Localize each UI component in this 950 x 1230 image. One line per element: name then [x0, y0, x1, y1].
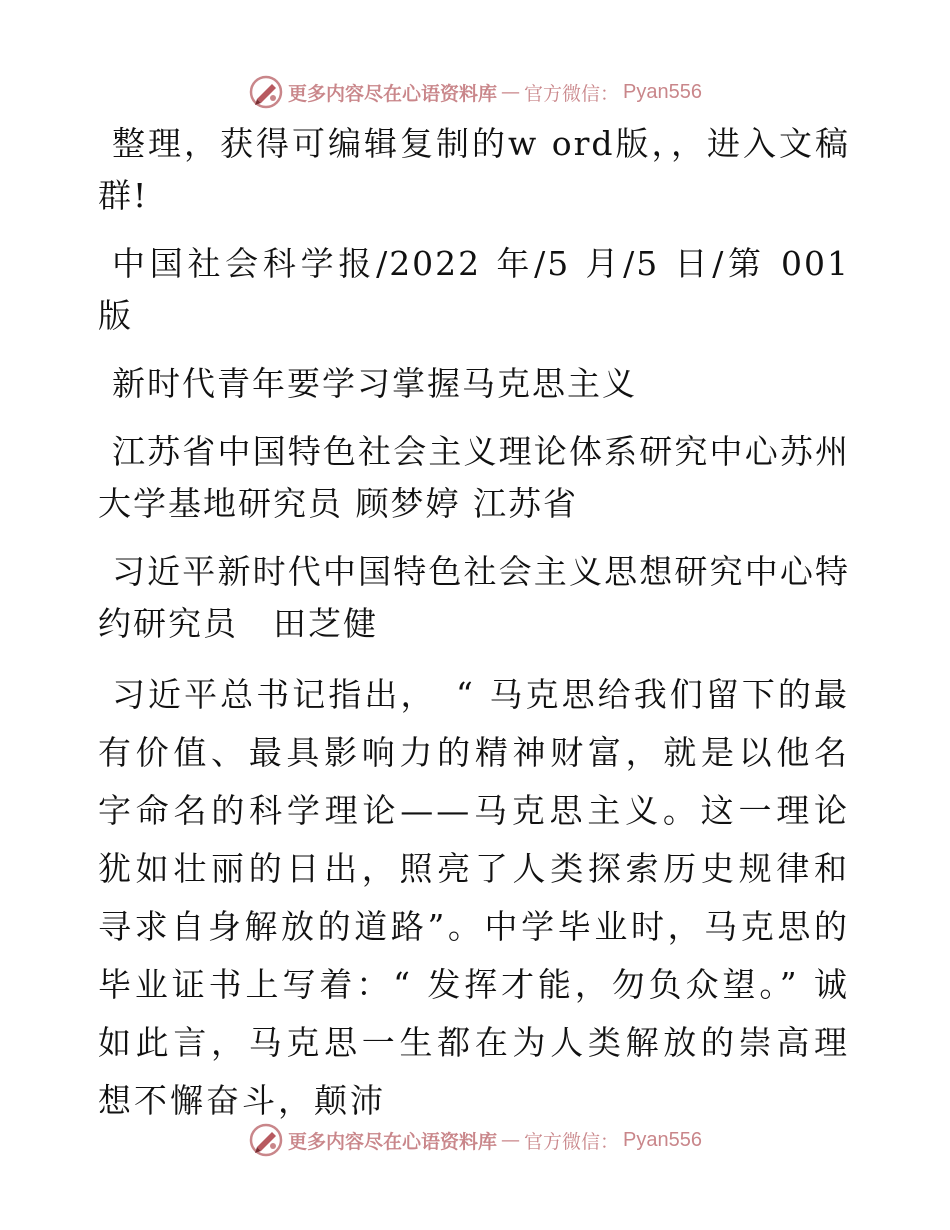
author-line-2: 习近平新时代中国特色社会主义思想研究中心特约研究员 田芝健: [98, 552, 850, 643]
watermark-separator: —: [501, 1129, 521, 1151]
footer-watermark: [0, 1120, 950, 1160]
author-line-1: 江苏省中国特色社会主义理论体系研究中心苏州大学基地研究员 顾梦婷 江苏省: [98, 432, 850, 523]
watermark-site-text: 更多内容尽在心语资料库: [288, 82, 498, 105]
watermark-site-text: 更多内容尽在心语资料库: [288, 1130, 498, 1153]
paragraph-source: 中国社会科学报/2022 年/5 月/5 日/第 001 版: [98, 244, 850, 335]
article-title: 新时代青年要学习掌握马克思主义: [112, 364, 637, 403]
pen-logo-icon: [248, 1122, 284, 1158]
document-body: [98, 118, 850, 1146]
watermark-wechat-id: Pyan556: [623, 80, 702, 103]
paragraph-intro: 整理，获得可编辑复制的w ord版，，进入文稿群!: [98, 124, 850, 215]
watermark-wechat-label: 官方微信：: [524, 82, 620, 105]
paragraph-body: 习近平总书记指出， “ 马克思给我们留下的最有价值、最具影响力的精神财富，就是以他名字命名的科学理论——马克思主义。这一理论犹如壮丽的日出，照亮了人类探索历史规律和寻求自身解放的道路”。中学毕业时，马克思的毕业证书上写着：“ 发挥才能，勿负众望。” 诚如此言，马克思一生都在为人类解放的崇高理想不懈奋斗，颠沛: [98, 675, 850, 1120]
watermark-wechat-id: Pyan556: [623, 1128, 702, 1151]
header-watermark: [0, 72, 950, 112]
watermark-wechat-label: 官方微信：: [524, 1130, 620, 1153]
pen-logo-icon: [248, 74, 284, 110]
watermark-separator: —: [501, 81, 521, 103]
